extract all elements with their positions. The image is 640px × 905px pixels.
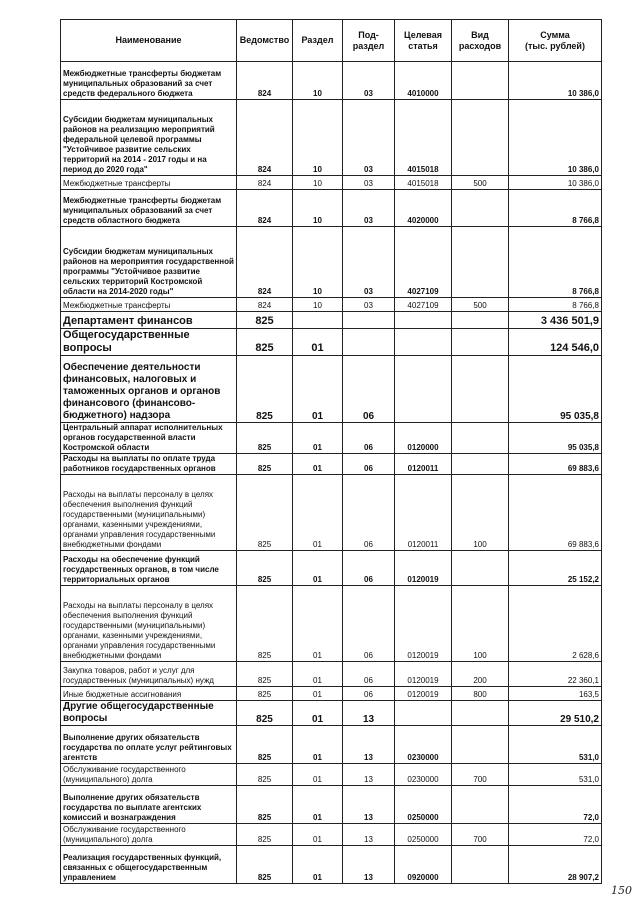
cell-amount: 2 628,6 bbox=[509, 586, 602, 662]
cell-type bbox=[452, 190, 509, 227]
cell-subsection: 06 bbox=[343, 454, 395, 475]
cell-name: Реализация государственных функций, связанных с общегосударственным управлением bbox=[61, 846, 237, 884]
header-subsection: Под- раздел bbox=[343, 20, 395, 62]
cell-section: 01 bbox=[293, 824, 343, 846]
cell-section: 01 bbox=[293, 454, 343, 475]
cell-name: Выполнение других обязательств государства по оплате услуг рейтинговых агентств bbox=[61, 726, 237, 764]
cell-dept: 825 bbox=[237, 687, 293, 701]
table-row bbox=[61, 687, 602, 701]
header-amount: Сумма (тыс. рублей) bbox=[509, 20, 602, 62]
cell-target: 0120019 bbox=[395, 662, 452, 687]
cell-type bbox=[452, 227, 509, 298]
table-row bbox=[61, 454, 602, 475]
cell-subsection: 03 bbox=[343, 190, 395, 227]
header-name: Наименование bbox=[61, 20, 237, 62]
cell-target: 0120000 bbox=[395, 423, 452, 454]
cell-name: Расходы на выплаты по оплате труда работников государственных органов bbox=[61, 454, 237, 475]
cell-dept: 824 bbox=[237, 176, 293, 190]
cell-name: Субсидии бюджетам муниципальных районов на реализацию мероприятий федеральной целевой программы "Устойчивое развитие сельских территорий на 2014 - 2017 годы и на период до 2020 года" bbox=[61, 100, 237, 176]
cell-type bbox=[452, 62, 509, 100]
cell-type: 700 bbox=[452, 764, 509, 786]
cell-type: 200 bbox=[452, 662, 509, 687]
cell-name: Закупка товаров, работ и услуг для государственных (муниципальных) нужд bbox=[61, 662, 237, 687]
cell-dept: 825 bbox=[237, 662, 293, 687]
table-row bbox=[61, 227, 602, 298]
cell-type: 700 bbox=[452, 824, 509, 846]
table-row bbox=[61, 100, 602, 176]
cell-type bbox=[452, 100, 509, 176]
cell-target: 4027109 bbox=[395, 298, 452, 312]
cell-name: Межбюджетные трансферты бюджетам муниципальных образований за счет средств федерального бюджета bbox=[61, 62, 237, 100]
cell-section: 01 bbox=[293, 586, 343, 662]
cell-subsection: 13 bbox=[343, 846, 395, 884]
cell-type: 100 bbox=[452, 475, 509, 551]
cell-amount: 69 883,6 bbox=[509, 475, 602, 551]
cell-dept: 825 bbox=[237, 824, 293, 846]
cell-subsection: 03 bbox=[343, 176, 395, 190]
table-row bbox=[61, 62, 602, 100]
table-row bbox=[61, 586, 602, 662]
cell-section: 01 bbox=[293, 846, 343, 884]
table-row bbox=[61, 298, 602, 312]
cell-dept: 824 bbox=[237, 298, 293, 312]
cell-name: Межбюджетные трансферты бюджетам муниципальных образований за счет средств областного бюджета bbox=[61, 190, 237, 227]
cell-dept: 825 bbox=[237, 312, 293, 329]
cell-name: Выполнение других обязательств государства по выплате агентских комиссий и вознаграждения bbox=[61, 786, 237, 824]
cell-target: 0250000 bbox=[395, 786, 452, 824]
cell-subsection: 06 bbox=[343, 423, 395, 454]
cell-subsection: 13 bbox=[343, 764, 395, 786]
cell-dept: 825 bbox=[237, 764, 293, 786]
page-number: 150 bbox=[611, 884, 632, 897]
cell-dept: 825 bbox=[237, 475, 293, 551]
cell-amount: 95 035,8 bbox=[509, 356, 602, 423]
cell-section: 10 bbox=[293, 298, 343, 312]
cell-target: 0920000 bbox=[395, 846, 452, 884]
cell-section: 01 bbox=[293, 764, 343, 786]
cell-section: 01 bbox=[293, 726, 343, 764]
table-body bbox=[61, 62, 602, 884]
cell-dept: 824 bbox=[237, 100, 293, 176]
cell-section: 10 bbox=[293, 100, 343, 176]
cell-type bbox=[452, 329, 509, 356]
cell-dept: 824 bbox=[237, 190, 293, 227]
cell-section: 01 bbox=[293, 786, 343, 824]
cell-type bbox=[452, 551, 509, 586]
cell-amount: 3 436 501,9 bbox=[509, 312, 602, 329]
cell-name: Общегосударственные вопросы bbox=[61, 329, 237, 356]
cell-section: 01 bbox=[293, 551, 343, 586]
cell-subsection: 06 bbox=[343, 687, 395, 701]
cell-section: 01 bbox=[293, 662, 343, 687]
cell-name: Обслуживание государственного (муниципального) долга bbox=[61, 764, 237, 786]
cell-type bbox=[452, 726, 509, 764]
cell-subsection: 13 bbox=[343, 701, 395, 726]
cell-type bbox=[452, 786, 509, 824]
cell-section: 01 bbox=[293, 423, 343, 454]
cell-target: 0230000 bbox=[395, 726, 452, 764]
cell-subsection: 03 bbox=[343, 100, 395, 176]
cell-section: 10 bbox=[293, 227, 343, 298]
header-dept: Ведомство bbox=[237, 20, 293, 62]
cell-subsection bbox=[343, 312, 395, 329]
cell-section bbox=[293, 312, 343, 329]
cell-target: 4027109 bbox=[395, 227, 452, 298]
budget-table bbox=[60, 19, 602, 884]
cell-name: Расходы на обеспечение функций государственных органов, в том числе территориальных органов bbox=[61, 551, 237, 586]
cell-dept: 825 bbox=[237, 701, 293, 726]
cell-target bbox=[395, 356, 452, 423]
cell-amount: 69 883,6 bbox=[509, 454, 602, 475]
cell-amount: 95 035,8 bbox=[509, 423, 602, 454]
table-row bbox=[61, 662, 602, 687]
table-row bbox=[61, 701, 602, 726]
cell-subsection: 13 bbox=[343, 824, 395, 846]
table-row bbox=[61, 423, 602, 454]
header-section: Раздел bbox=[293, 20, 343, 62]
cell-type bbox=[452, 846, 509, 884]
cell-type bbox=[452, 312, 509, 329]
table-row bbox=[61, 726, 602, 764]
table-row bbox=[61, 786, 602, 824]
table-row bbox=[61, 824, 602, 846]
table-row bbox=[61, 846, 602, 884]
cell-dept: 825 bbox=[237, 423, 293, 454]
cell-amount: 124 546,0 bbox=[509, 329, 602, 356]
cell-type bbox=[452, 423, 509, 454]
table-row bbox=[61, 551, 602, 586]
table-row bbox=[61, 176, 602, 190]
table-row bbox=[61, 329, 602, 356]
cell-target: 0120019 bbox=[395, 551, 452, 586]
cell-dept: 825 bbox=[237, 329, 293, 356]
cell-section: 01 bbox=[293, 701, 343, 726]
cell-name: Обеспечение деятельности финансовых, налоговых и таможенных органов и органов финансового (финансово-бюджетного) надзора bbox=[61, 356, 237, 423]
cell-section: 01 bbox=[293, 356, 343, 423]
cell-amount: 8 766,8 bbox=[509, 190, 602, 227]
cell-dept: 824 bbox=[237, 227, 293, 298]
cell-amount: 10 386,0 bbox=[509, 62, 602, 100]
cell-target: 4010000 bbox=[395, 62, 452, 100]
cell-name: Межбюджетные трансферты bbox=[61, 298, 237, 312]
cell-name: Центральный аппарат исполнительных органов государственной власти Костромской области bbox=[61, 423, 237, 454]
cell-section: 10 bbox=[293, 190, 343, 227]
cell-amount: 10 386,0 bbox=[509, 100, 602, 176]
cell-type: 500 bbox=[452, 176, 509, 190]
table-row bbox=[61, 764, 602, 786]
cell-subsection: 03 bbox=[343, 298, 395, 312]
cell-section: 10 bbox=[293, 176, 343, 190]
table-row bbox=[61, 356, 602, 423]
cell-dept: 825 bbox=[237, 356, 293, 423]
cell-amount: 531,0 bbox=[509, 764, 602, 786]
cell-target: 4020000 bbox=[395, 190, 452, 227]
cell-section: 01 bbox=[293, 687, 343, 701]
cell-name: Расходы на выплаты персоналу в целях обеспечения выполнения функций государственными (муниципальными) органами, казенными учреждениями, органами управления государственными внебюджетными фондами bbox=[61, 586, 237, 662]
cell-section: 10 bbox=[293, 62, 343, 100]
cell-subsection: 13 bbox=[343, 726, 395, 764]
cell-type bbox=[452, 356, 509, 423]
cell-amount: 72,0 bbox=[509, 824, 602, 846]
cell-dept: 825 bbox=[237, 726, 293, 764]
cell-subsection: 03 bbox=[343, 227, 395, 298]
cell-target: 4015018 bbox=[395, 100, 452, 176]
cell-subsection: 06 bbox=[343, 356, 395, 423]
cell-dept: 825 bbox=[237, 454, 293, 475]
cell-dept: 825 bbox=[237, 786, 293, 824]
cell-amount: 531,0 bbox=[509, 726, 602, 764]
cell-target: 0120011 bbox=[395, 475, 452, 551]
cell-subsection bbox=[343, 329, 395, 356]
cell-amount: 163,5 bbox=[509, 687, 602, 701]
cell-type: 800 bbox=[452, 687, 509, 701]
table-row bbox=[61, 312, 602, 329]
cell-amount: 29 510,2 bbox=[509, 701, 602, 726]
cell-dept: 825 bbox=[237, 846, 293, 884]
cell-subsection: 06 bbox=[343, 551, 395, 586]
cell-target: 4015018 bbox=[395, 176, 452, 190]
cell-name: Межбюджетные трансферты bbox=[61, 176, 237, 190]
cell-amount: 8 766,8 bbox=[509, 298, 602, 312]
cell-subsection: 06 bbox=[343, 662, 395, 687]
cell-target: 0120011 bbox=[395, 454, 452, 475]
cell-amount: 10 386,0 bbox=[509, 176, 602, 190]
cell-subsection: 06 bbox=[343, 586, 395, 662]
cell-section: 01 bbox=[293, 475, 343, 551]
cell-type: 100 bbox=[452, 586, 509, 662]
cell-amount: 72,0 bbox=[509, 786, 602, 824]
cell-target: 0250000 bbox=[395, 824, 452, 846]
cell-type bbox=[452, 454, 509, 475]
cell-name: Субсидии бюджетам муниципальных районов на мероприятия государственной программы "Устойчивое развитие сельских территорий Костромской области на 2014-2020 годы" bbox=[61, 227, 237, 298]
cell-dept: 825 bbox=[237, 586, 293, 662]
table-row bbox=[61, 190, 602, 227]
cell-amount: 8 766,8 bbox=[509, 227, 602, 298]
cell-amount: 22 360,1 bbox=[509, 662, 602, 687]
cell-amount: 25 152,2 bbox=[509, 551, 602, 586]
header-type: Вид расходов bbox=[452, 20, 509, 62]
cell-subsection: 03 bbox=[343, 62, 395, 100]
header-target: Целевая статья bbox=[395, 20, 452, 62]
table-header-row bbox=[61, 20, 602, 62]
cell-name: Обслуживание государственного (муниципального) долга bbox=[61, 824, 237, 846]
cell-dept: 824 bbox=[237, 62, 293, 100]
cell-name: Другие общегосударственные вопросы bbox=[61, 701, 237, 726]
cell-target: 0120019 bbox=[395, 687, 452, 701]
cell-type bbox=[452, 701, 509, 726]
cell-target bbox=[395, 701, 452, 726]
cell-target bbox=[395, 312, 452, 329]
cell-target: 0230000 bbox=[395, 764, 452, 786]
cell-subsection: 13 bbox=[343, 786, 395, 824]
cell-section: 01 bbox=[293, 329, 343, 356]
cell-target bbox=[395, 329, 452, 356]
cell-name: Департамент финансов bbox=[61, 312, 237, 329]
cell-dept: 825 bbox=[237, 551, 293, 586]
cell-subsection: 06 bbox=[343, 475, 395, 551]
cell-name: Иные бюджетные ассигнования bbox=[61, 687, 237, 701]
cell-target: 0120019 bbox=[395, 586, 452, 662]
table-row bbox=[61, 475, 602, 551]
cell-name: Расходы на выплаты персоналу в целях обеспечения выполнения функций государственными (муниципальными) органами, казенными учреждениями, органами управления государственными внебюджетными фондами bbox=[61, 475, 237, 551]
cell-type: 500 bbox=[452, 298, 509, 312]
cell-amount: 28 907,2 bbox=[509, 846, 602, 884]
